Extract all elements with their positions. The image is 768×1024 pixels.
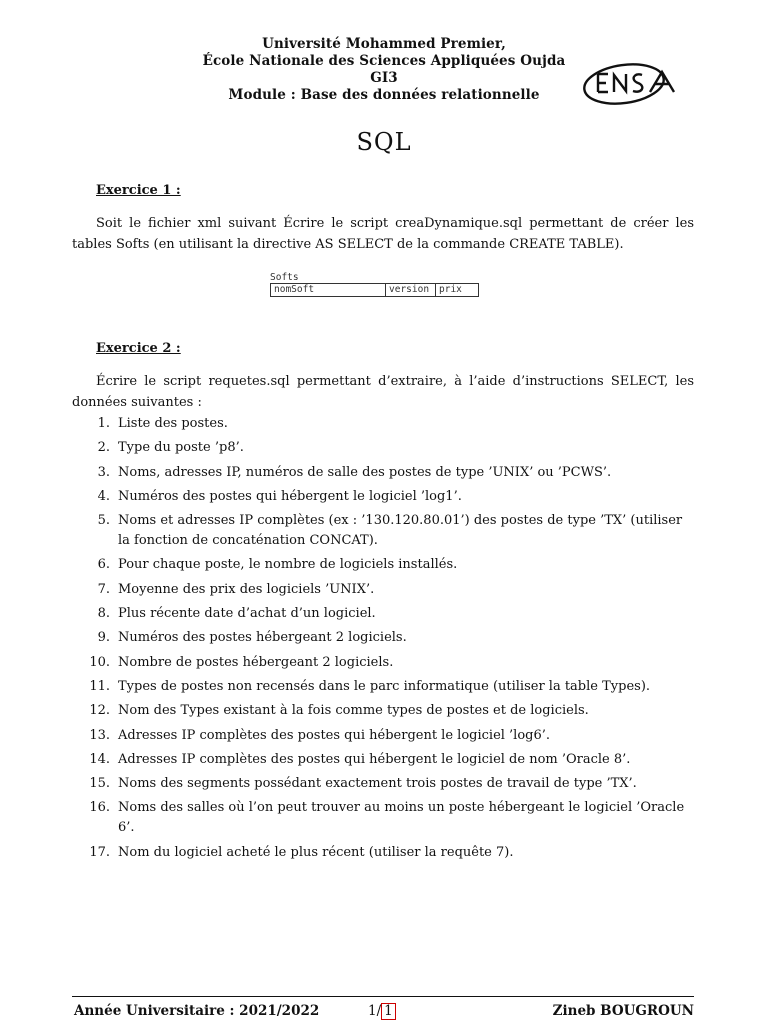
- list-item: [86, 463, 698, 483]
- exercise-2-intro-text: Écrire le script requetes.sql permettant d’extraire, à l’aide d’instructions SELECT, les données suivantes :: [72, 374, 694, 410]
- list-item-text: Type du poste ’p8’.: [118, 440, 244, 456]
- list-item: [86, 604, 698, 624]
- school-name: École Nationale des Sciences Appliquées Oujda: [202, 53, 566, 69]
- list-item: [86, 438, 698, 458]
- list-item-number: 4.: [97, 488, 110, 504]
- softs-column-version: version: [386, 284, 436, 297]
- list-item: [86, 798, 698, 838]
- list-item-number: 7.: [97, 581, 110, 597]
- author-name: Zineb BOUGROUN: [552, 1003, 694, 1019]
- softs-column-prix: prix: [436, 284, 479, 297]
- list-item-text: Nom du logiciel acheté le plus récent (utiliser la requête 7).: [118, 844, 514, 860]
- exercise-1-text: [72, 213, 694, 255]
- list-item-text: Noms des salles où l’on peut trouver au moins un poste hébergeant le logiciel ’Oracle 6’.: [118, 800, 685, 836]
- list-item-number: 16.: [89, 800, 110, 816]
- softs-table-name: Softs: [270, 272, 299, 283]
- list-item: [86, 677, 698, 697]
- exercise-2-intro: [72, 371, 694, 413]
- softs-table-figure: [270, 272, 479, 297]
- ensa-logo-icon: [580, 60, 692, 108]
- page-title: SQL: [356, 128, 412, 156]
- academic-year: Année Universitaire : 2021/2022: [74, 1003, 320, 1019]
- university-name: Université Mohammed Premier,: [262, 36, 506, 52]
- softs-column-nomsoft: nomSoft: [271, 284, 386, 297]
- list-item-number: 5.: [97, 513, 110, 529]
- list-item-text: Nombre de postes hébergeant 2 logiciels.: [118, 654, 394, 670]
- softs-table: [270, 283, 479, 297]
- list-item: [86, 487, 698, 507]
- list-item-text: Noms et adresses IP complètes (ex : ’130.120.80.01’) des postes de type ’TX’ (utiliser la fonction de concaténation CONCAT).: [118, 513, 683, 549]
- page-current: 1: [368, 1003, 377, 1019]
- query-list: [86, 414, 698, 867]
- list-item: [86, 580, 698, 600]
- list-item-number: 14.: [89, 751, 110, 767]
- list-item-number: 11.: [89, 678, 110, 694]
- list-item: [86, 750, 698, 770]
- list-item-text: Numéros des postes qui hébergent le logiciel ’log1’.: [118, 488, 462, 504]
- list-item-number: 15.: [89, 776, 110, 792]
- list-item: [86, 511, 698, 551]
- page-separator: /: [376, 1003, 382, 1019]
- list-item-number: 3.: [97, 464, 110, 480]
- list-item-number: 9.: [97, 630, 110, 646]
- list-item-number: 1.: [97, 416, 110, 431]
- list-item-text: Noms des segments possédant exactement trois postes de travail de type ’TX’.: [118, 776, 637, 792]
- list-item: [86, 555, 698, 575]
- list-item-text: Adresses IP complètes des postes qui hébergent le logiciel ’log6’.: [118, 727, 551, 743]
- list-item-text: Plus récente date d’achat d’un logiciel.: [118, 606, 376, 622]
- list-item-text: Nom des Types existant à la fois comme types de postes et de logiciels.: [118, 703, 589, 719]
- list-item-text: Moyenne des prix des logiciels ’UNIX’.: [118, 581, 375, 597]
- list-item: [86, 628, 698, 648]
- list-item-number: 6.: [97, 557, 110, 573]
- exercise-1-heading: Exercice 1 :: [96, 183, 181, 198]
- list-item-text: Numéros des postes hébergeant 2 logiciels.: [118, 630, 407, 646]
- exercise-2-heading: Exercice 2 :: [96, 341, 181, 356]
- list-item-number: 17.: [89, 844, 110, 860]
- list-item-number: 10.: [89, 654, 110, 670]
- list-item-text: Adresses IP complètes des postes qui hébergent le logiciel de nom ’Oracle 8’.: [118, 751, 631, 767]
- page-total-link[interactable]: 1: [381, 1003, 396, 1020]
- page-number: [368, 1003, 396, 1020]
- list-item-number: 12.: [89, 703, 110, 719]
- list-item: [86, 774, 698, 794]
- list-item-number: 2.: [97, 440, 110, 456]
- list-item-text: Pour chaque poste, le nombre de logiciels installés.: [118, 557, 458, 573]
- list-item-number: 8.: [97, 606, 110, 622]
- list-item-text: Types de postes non recensés dans le parc informatique (utiliser la table Types).: [118, 678, 651, 694]
- list-item: [86, 701, 698, 721]
- exercise-1-statement: Soit le fichier xml suivant Écrire le script creaDynamique.sql permettant de créer les tables Softs (en utilisant la directive AS SELECT de la commande CREATE TABLE).: [72, 216, 694, 252]
- list-item-text: Liste des postes.: [118, 416, 228, 431]
- list-item: [86, 414, 698, 434]
- footer-divider: [72, 996, 694, 997]
- list-item: [86, 653, 698, 673]
- class-name: GI3: [370, 70, 398, 86]
- list-item-number: 13.: [89, 727, 110, 743]
- list-item-text: Noms, adresses IP, numéros de salle des postes de type ’UNIX’ ou ’PCWS’.: [118, 464, 612, 480]
- module-name: Module : Base des données relationnelle: [228, 87, 540, 103]
- list-item: [86, 843, 698, 863]
- list-item: [86, 726, 698, 746]
